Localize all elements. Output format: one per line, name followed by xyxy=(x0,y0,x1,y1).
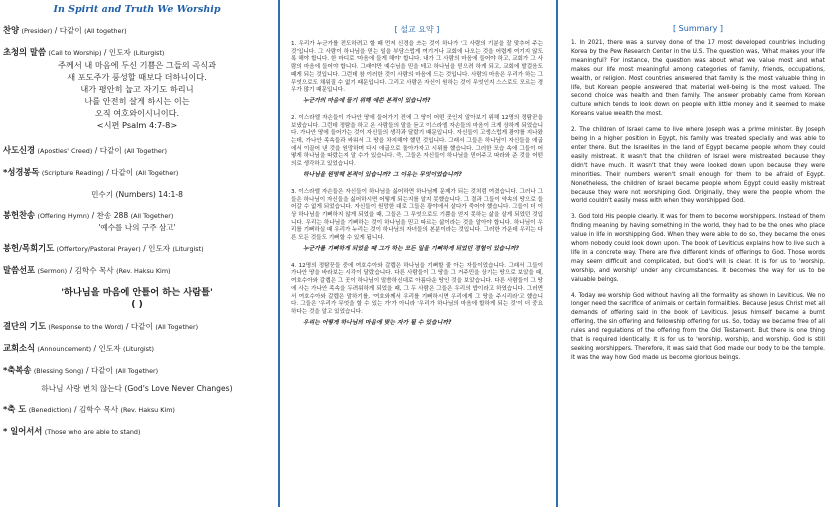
english-summary-heading: [ Summary ] xyxy=(673,24,723,33)
english-paragraph-3: 3. God told His people clearly. It was for them to become worshippers. Instead of them finding meaning by having something in the world, they had to be the ones who place value in life in worshipping God. When they were able to do so, they became the ones whom nobody could look down upon. The book of Leviticus explains how to live such a life in a concrete way. There are five different kinds of offerings to God. Those words may seem difficult and complicated, but God's will is clear. It is for us to 'worship, worship, and worship' under any circumstances. It becomes the way for us to be valuable beings. xyxy=(571,214,825,283)
invocation-item: 초청의 말씀 (Call to Worship) / 인도자 (Liturgist) xyxy=(3,47,165,57)
korean-paragraph-3: 3. 이스라엘 자손들은 자신들이 하나님을 싫어하면 하나님께 문제가 되는 것처럼 여겼습니다. 그러나 그들은 하나님이 자신들을 싫어하시면 어떻게 되는지를 알지 못했습니다. 그 결과 그들이 약속의 땅으로 들어갈 수 없게 되었습니다. 자신들이 원망한 대로 그들은 광야에서 살다가 죽어야 했습니다. 그들이 더 이상 하나님을 기뻐하지 않게 되었을 때, 그들은 그 무엇으로도 기쁨을 얻지 못하는 삶을 살게 되었던 것입니다. 우리는 하나님을 기뻐하는 것이 하나님을 믿고 따르는 삶이라는 것을 알아야 합니다. 하나님이 우리를 기뻐하실 때 우리가 누리는 것이 하나님의 자녀들의 본분이라는 것입니다. 그러한 가운데 우리는 다른 모든 것들도 기뻐할 수 있게 됩니다. xyxy=(291,188,543,242)
worship-title: In Spirit and Truth We Worship xyxy=(53,4,221,15)
english-summary xyxy=(563,0,835,507)
korean-paragraph-1: 1. 우리가 누군가를 전도하려고 할 때 먼저 신경을 쓰는 것이 하나가 '그 사람의 기분을 잘 맞추어 주는 것'입니다. 그 사람이 하나님을 믿는 일을 부담스럽게 여기거나 교회에 나오는 것을 어렵게 여기지 않도록 해야 합니다. 한 마디로 '마음에 들게 해야' 합니다. 내가 그 사람의 마음에 들어야 하고, 교회가 그 사람의 마음에 들어야 합니다. 그래야만 예수님을 믿을 테고 하나님을 믿으려 하게 되고, 교회에 발걸음도 떼게 되는 것입니다. 그런데 참 이러한 것이 사람의 마음에 드는 것입니다. 사람의 마음은 우리가 하는 그 무엇으로도 채워질 수 없기 때문입니다. 그리고 사람은 자신이 원하는 것이 무엇인지 스스로도 모르는 경우가 많기 때문입니다. xyxy=(291,41,543,94)
hymn-title: '예수를 나의 구주 삼고' xyxy=(98,223,176,232)
blessing-song-item: *축복송 (Blessing Song) / 다같이 (All Together) xyxy=(3,365,159,375)
prayer-item: 봉헌/목회기도 (Offertory/Pastoral Prayer) / 인도자 (Liturgist) xyxy=(3,243,204,253)
korean-question-2: 하나님을 원망해 본적이 있습니까? 그 이유는 무엇이었습니까? xyxy=(303,171,462,178)
korean-summary xyxy=(285,0,547,507)
korean-question-1: 누군가의 마음에 들기 위해 애쓴 본적이 있습니까? xyxy=(303,97,431,104)
korean-question-3: 누군가를 기뻐하게 되었을 때 그가 하는 모든 일을 기뻐하게 되었던 경험이 있습니까? xyxy=(303,245,519,252)
order-of-worship xyxy=(0,0,276,507)
korean-summary-heading: [ 설교 요약 ] xyxy=(394,25,440,34)
announcement-item: 교회소식 (Announcement) / 인도자 (Liturgist) xyxy=(3,343,155,353)
offering-hymn-item: 봉헌찬송 (Offering Hymn) / 찬송 288 (All Together) xyxy=(3,210,174,220)
column-divider-right xyxy=(556,0,558,507)
blessing-song-title: 하나님 사랑 변치 않는다 (God's Love Never Changes) xyxy=(41,384,233,393)
invocation-verse: 주께서 내 마음에 두신 기쁨은 그들의 곡식과 새 포도주가 풍성할 때보다 더하니이다. 내가 평안히 눕고 자기도 하리니 나를 안전히 살게 하시는 이는 오직 여호와이시니이다. <시편 Psalm 4:7-8> xyxy=(58,60,216,130)
english-paragraph-2: 2. The children of Israel came to live where Joseph was a prime minister. By Joseph being in a higher position in Egypt, his family was treated specially and was able to enter there. But the Israelites in the land of Egypt became people whom they could easily mistreat. It wasn't that the children of Israel were mistreated because they didn't have much. It wasn't that they were looked down upon because they were minorities. Their numbers weren't small enough for them to be afraid of Egypt. Nonetheless, the children of Israel became people whom Egypt could easily mistreat because they were not worshiping God. Originally, they were the people whom the world couldn't easily mess with when they worshipped God. xyxy=(571,127,825,205)
scripture-item: *성경봉독 (Scripture Reading) / 다같이 (All Together) xyxy=(3,167,179,177)
korean-paragraph-2: 2. 이스라엘 자손들이 가나안 땅에 들어가기 전에 그 땅이 어떤 곳인지 알아보기 위해 12명의 정탐꾼을 보냈습니다. 그런데 정탐을 하고 온 사람들의 말을 듣고 이스라엘 자손들의 마음이 크게 상하게 되었습니다. 가나안 땅에 들어가는 것이 자신들의 생각과 달랐기 때문입니다. 자신들이 고생스럽게 광야를 지나왔는데, 가나안 족속들과 싸워서 그 땅을 차지해야 했던 것입니다. 그래서 그들은 하나님이 자신들을 애굽에서 이끌어 낸 것을 원망하며 다시 애굽으로 돌아가자고 시위를 했습니다. 그러한 모습 속에 그들이 어떻게 하나님을 따랐는지 알 수가 있습니다. 즉, 그들은 자신들이 하나님을 믿어주고 따라와 준 것을 어떤 의로 생각하고 있었습니다. xyxy=(291,114,543,168)
english-paragraph-1: 1. In 2021, there was a survey done of the 17 most developed countries including Korea by the Pew Research Center in the U.S. The question was, 'What makes your life meaningful? For instance, the question was about what we value most and what makes our life most meaningful among categories of family, friends, occupations, wealth, or religion. Most countries answered that family is the most valuable thing in life, but Korean people answered that material well-being is the most valued. The second choice was health and then family. The answer probably came from Korean culture which tends to look down on people with little money and it seemed to make Koreans value wealth the most. xyxy=(571,40,825,118)
response-item: 결단의 기도 (Response to the Word) / 다같이 (All Together) xyxy=(3,321,199,331)
sermon-paren: ( ) xyxy=(131,299,143,310)
column-divider-left xyxy=(278,0,280,507)
praise-item: 찬양 (Presider) / 다같이 (All together) xyxy=(3,25,127,35)
english-paragraph-4: 4. Today we worship God without having all the formality as shown in Leviticus. We no longer need the sacrifice of animals or certain formalities. Because Jesus Christ met all demands of offering said in the book of Leviticus. Jesus himself became a burnt offering, the sin offering and fellowship offering for us. So, today we became free of all rules and regulations of the offering from the Old Testament. But there is one thing that is required identically. It is for us to 'worship, worship, and worship. God is still seeking worshippers. Therefore, it was said that God made our body to be the temple. It was the way how God made us become glorious beings. xyxy=(571,292,825,361)
korean-question-4: 우리는 어떻게 하나님의 마음에 맞는 자가 될 수 있습니까? xyxy=(303,319,452,326)
sermon-item: 말씀선포 (Sermon) / 김학수 목사 (Rev. Haksu Kim) xyxy=(3,265,171,275)
korean-paragraph-4: 4. 12명의 정탐꾼들 중에 여호수아와 갈렙은 하나님을 기뻐할 줄 아는 자들이었습니다. 그래서 그들이 가나안 땅을 바라보는 시각이 달랐습니다. 다른 사람들이 그 땅을 그 거주민을 상기는 땅으로 보았을 때, 여호수아와 갈렙은 그 곳이 하나님이 말씀하신대로 아름다운 땅인 것을 보았습니다. 다른 사람들이 그 땅에 사는 가나안 족속을 두려워하게 되었을 때, 그 두 사람은 그들은 우리의 밥이라고 하였습니다. 그러면서 여호수아와 갈렙은 말하기를, '여호와께서 우리를 기뻐하시면 우리에게 그 땅을 주시리라'고 했습니다. 그들은 '우리가 무엇을 할 수 있는 가'가 아니라 '우리가 하나님의 마음에 합하게 되는 것'이 더 중요하다는 것을 알고 있었습니다. xyxy=(291,262,543,315)
scripture-reference: 민수기 (Numbers) 14:1-8 xyxy=(91,190,183,199)
standing-note: * 일어서서 (Those who are able to stand) xyxy=(3,426,141,436)
benediction-item: *축 도 (Benediction) / 김학수 목사 (Rev. Haksu Kim) xyxy=(3,404,175,414)
creed-item: 사도신경 (Apostles' Creed) / 다같이 (All Together) xyxy=(3,145,167,155)
sermon-title: '하나님을 마음에 안틀어 하는 사람틀' xyxy=(61,287,213,298)
